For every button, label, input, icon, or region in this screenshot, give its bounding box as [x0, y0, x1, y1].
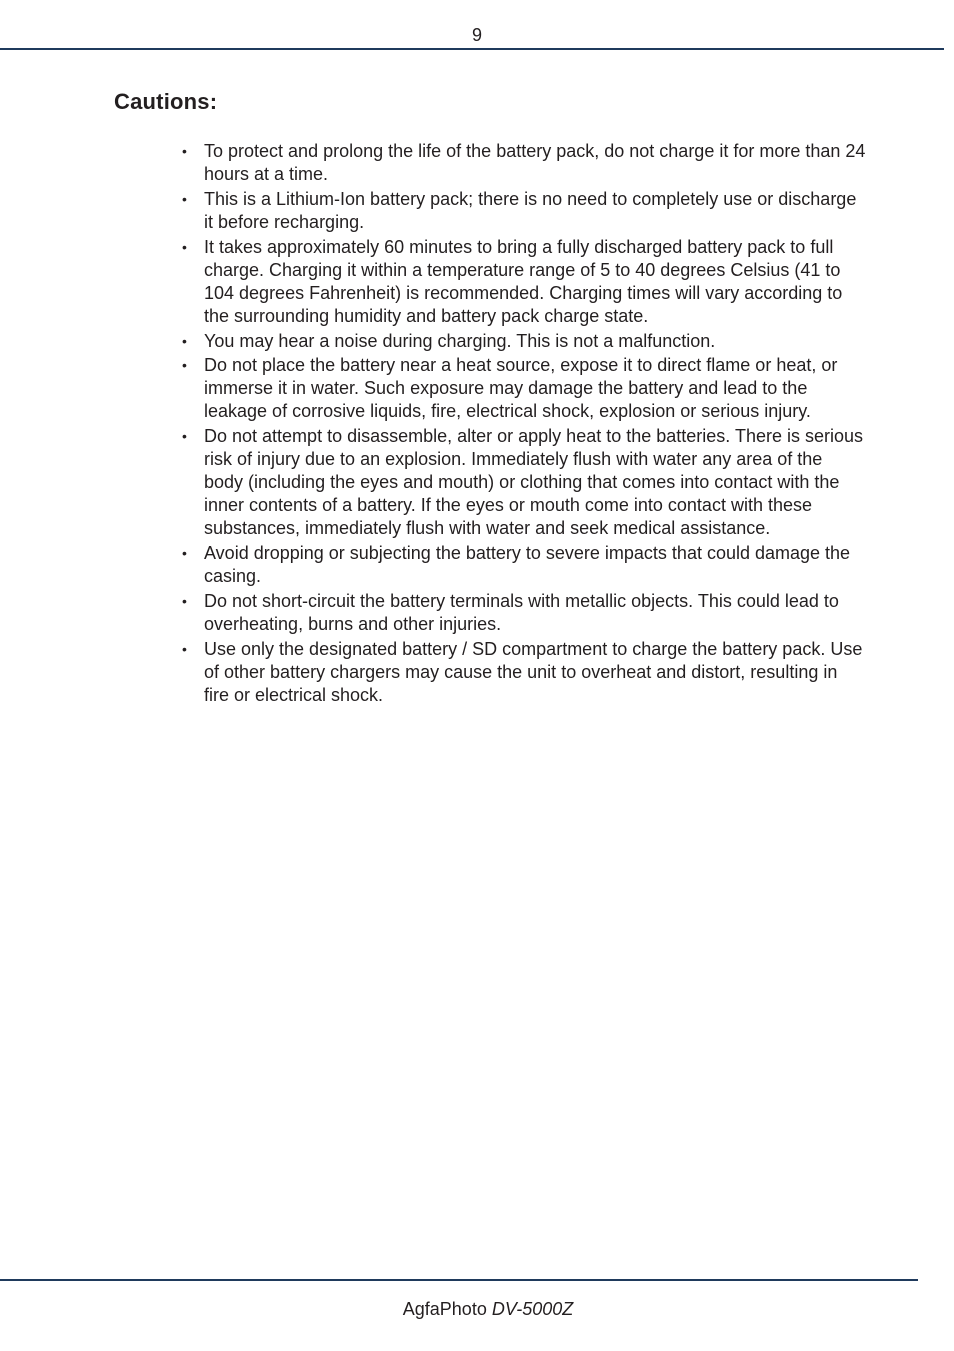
list-item: [182, 188, 866, 234]
bullet-icon: •: [182, 592, 187, 609]
list-item-text: Do not short-circuit the battery terminals with metallic objects. This could lead to overheating, burns and other injuries.: [204, 590, 839, 635]
section-heading: Cautions:: [114, 89, 218, 114]
bullet-icon: •: [182, 332, 187, 349]
list-item-text: Avoid dropping or subjecting the battery to severe impacts that could damage the casing.: [204, 543, 851, 587]
list-item: [182, 140, 866, 186]
list-item: [182, 425, 866, 540]
footer-brand: AgfaPhoto: [402, 1299, 487, 1319]
bullet-icon: •: [182, 238, 187, 255]
list-item: [182, 236, 866, 328]
header-rule: [0, 48, 944, 50]
footer-model: DV-5000Z: [491, 1299, 574, 1319]
list-item: [182, 590, 866, 636]
list-item-text: Do not place the battery near a heat source, expose it to direct flame or heat, or immerse it in water. Such exposure may damage the battery and lead to the leakage of corrosive liquids, fire, electrical shock, explosion or serious injury.: [204, 355, 838, 422]
footer-rule: [0, 1279, 918, 1281]
bullet-icon: •: [182, 190, 187, 207]
list-item: [182, 542, 866, 588]
list-item-text: You may hear a noise during charging. This is not a malfunction.: [204, 330, 716, 351]
list-item-text: Do not attempt to disassemble, alter or apply heat to the batteries. There is serious risk of injury due to an explosion. Immediately flush with water any area of the body (including the eyes and mouth) or clothing that comes into contact with the inner contents of a battery. If the eyes or mouth come into contact with these substances, immediately flush with water and seek medical assistance.: [204, 426, 864, 539]
bullet-icon: •: [182, 545, 187, 562]
footer: [0, 1298, 954, 1320]
bullet-icon: •: [182, 640, 187, 657]
list-item: [182, 638, 866, 707]
bullet-icon: •: [182, 143, 187, 159]
list-item-text: Use only the designated battery / SD compartment to charge the battery pack. Use of other battery chargers may cause the unit to overheat and distort, resulting in fire or electrical shock.: [204, 638, 863, 705]
list-item: [182, 354, 866, 423]
caution-list: [182, 140, 866, 709]
list-item-text: To protect and prolong the life of the battery pack, do not charge it for more than 24 hours at a time.: [204, 141, 866, 185]
list-item-text: This is a Lithium-Ion battery pack; there is no need to completely use or discharge it before recharging.: [204, 188, 857, 232]
bullet-icon: •: [182, 357, 187, 374]
bullet-icon: •: [182, 428, 187, 445]
page-number: 9: [471, 25, 482, 45]
list-item-text: It takes approximately 60 minutes to bring a fully discharged battery pack to full charge. Charging it within a temperature range of 5 to 40 degrees Celsius (41 to 104 degrees Fahrenheit) is recommended. Charging times will vary according to the surrounding humidity and battery pack charge state.: [204, 236, 843, 326]
list-item: [182, 330, 866, 353]
